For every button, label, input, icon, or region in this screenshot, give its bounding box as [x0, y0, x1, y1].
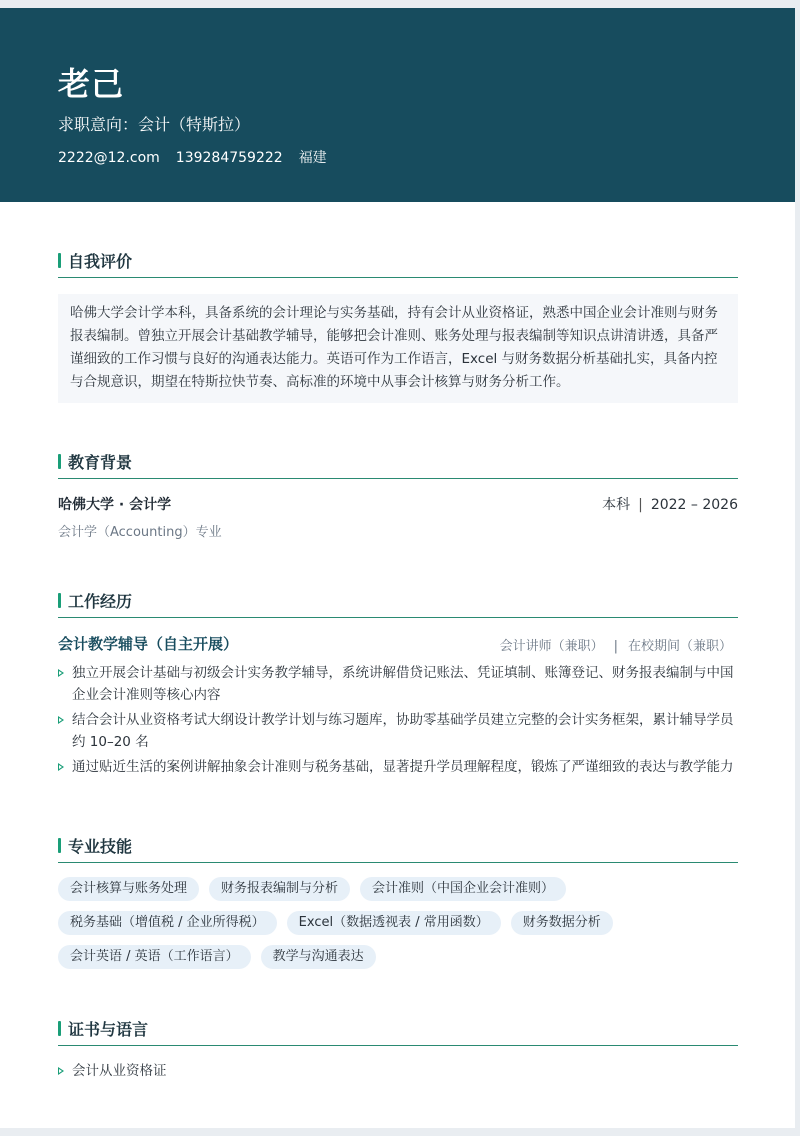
skill-tag: 会计英语 / 英语（工作语言） — [58, 945, 251, 969]
section-accent-bar — [58, 454, 61, 469]
section-work — [58, 589, 738, 778]
resume-page — [0, 8, 795, 1128]
bullet-text: 结合会计从业资格考试大纲设计教学计划与练习题库，协助零基础学员建立完整的会计实务框架，累计辅导学员约 10–20 名 — [72, 712, 734, 750]
job-title: 会计教学辅导（自主开展） — [58, 635, 239, 653]
contact-location: 福建 — [298, 150, 327, 166]
skill-tag: 税务基础（增值税 / 企业所得税） — [58, 911, 277, 935]
contact-email: 2222@12.com — [58, 150, 160, 166]
job-row — [58, 634, 738, 654]
skill-tag: 财务数据分析 — [511, 911, 613, 935]
section-accent-bar — [58, 253, 61, 268]
cert-list — [58, 1060, 738, 1082]
section-accent-bar — [58, 1021, 61, 1036]
contact-phone: 139284759222 — [175, 150, 283, 166]
candidate-name: 老己 — [58, 65, 125, 103]
section-accent-bar — [58, 838, 61, 853]
job-intent: 求职意向：会计（特斯拉） — [58, 115, 251, 134]
section-accent-bar — [58, 593, 61, 608]
section-divider — [58, 277, 738, 278]
education-detail: 会计学（Accounting）专业 — [58, 525, 222, 540]
education-meta — [602, 495, 738, 515]
section-title: 教育背景 — [68, 452, 133, 472]
section-divider — [58, 617, 738, 618]
bullet-text: 独立开展会计基础与初级会计实务教学辅导，系统讲解借贷记账法、凭证填制、账簿登记、财务报表编制与中国企业会计准则等核心内容 — [72, 665, 734, 703]
skill-tag: 会计准则（中国企业会计准则） — [360, 877, 566, 901]
list-item — [58, 709, 738, 753]
section-summary — [58, 249, 738, 403]
triangle-bullet-icon — [58, 669, 64, 677]
resume-body — [0, 249, 795, 1082]
resume-header — [0, 8, 795, 202]
skill-tags — [58, 877, 738, 969]
triangle-bullet-icon — [58, 716, 64, 724]
education-row — [58, 495, 738, 515]
list-item — [58, 1060, 738, 1082]
skill-tag: 财务报表编制与分析 — [209, 877, 350, 901]
skill-tag: 会计核算与账务处理 — [58, 877, 199, 901]
section-certs — [58, 1017, 738, 1082]
section-heading — [58, 249, 738, 271]
education-period: 2022 – 2026 — [650, 497, 738, 513]
education-school: 哈佛大学 · 会计学 — [58, 497, 172, 513]
section-education — [58, 450, 738, 543]
job-period: 在校期间（兼职） — [627, 638, 732, 654]
education-degree: 本科 — [602, 497, 631, 513]
list-item — [58, 756, 738, 778]
bullet-text: 通过贴近生活的案例讲解抽象会计准则与税务基础，显著提升学员理解程度，锻炼了严谨细致的表达与教学能力 — [72, 759, 734, 775]
section-title: 自我评价 — [68, 251, 133, 271]
cert-text: 会计从业资格证 — [72, 1063, 167, 1079]
list-item — [58, 662, 738, 706]
section-title: 证书与语言 — [68, 1019, 149, 1039]
section-divider — [58, 862, 738, 863]
section-heading — [58, 450, 738, 472]
triangle-bullet-icon — [58, 1067, 64, 1075]
job-bullets — [58, 662, 738, 778]
separator: | — [613, 638, 618, 654]
section-heading — [58, 589, 738, 611]
contact-info — [58, 148, 737, 168]
section-heading — [58, 834, 738, 856]
section-title: 工作经历 — [68, 591, 133, 611]
section-title: 专业技能 — [68, 836, 133, 856]
skill-tag: Excel（数据透视表 / 常用函数） — [287, 911, 501, 935]
skill-tag: 教学与沟通表达 — [261, 945, 376, 969]
summary-text: 哈佛大学会计学本科，具备系统的会计理论与实务基础，持有会计从业资格证，熟悉中国企业会计准则与财务报表编制。曾独立开展会计基础教学辅导，能够把会计准则、账务处理与报表编制等知识点讲清讲透，具备严谨细致的工作习惯与良好的沟通表达能力。英语可作为工作语言，Excel 与财务数据分析基础扎实，具备内控与合规意识，期望在特斯拉快节奏、高标准的环境中从事会计核算与财务分析工作。 — [58, 294, 738, 403]
job-meta — [500, 635, 738, 654]
section-divider — [58, 1045, 738, 1046]
triangle-bullet-icon — [58, 763, 64, 771]
section-heading — [58, 1017, 738, 1039]
section-skills — [58, 834, 738, 969]
section-divider — [58, 478, 738, 479]
job-role: 会计讲师（兼职） — [499, 638, 604, 654]
separator: | — [638, 497, 643, 513]
